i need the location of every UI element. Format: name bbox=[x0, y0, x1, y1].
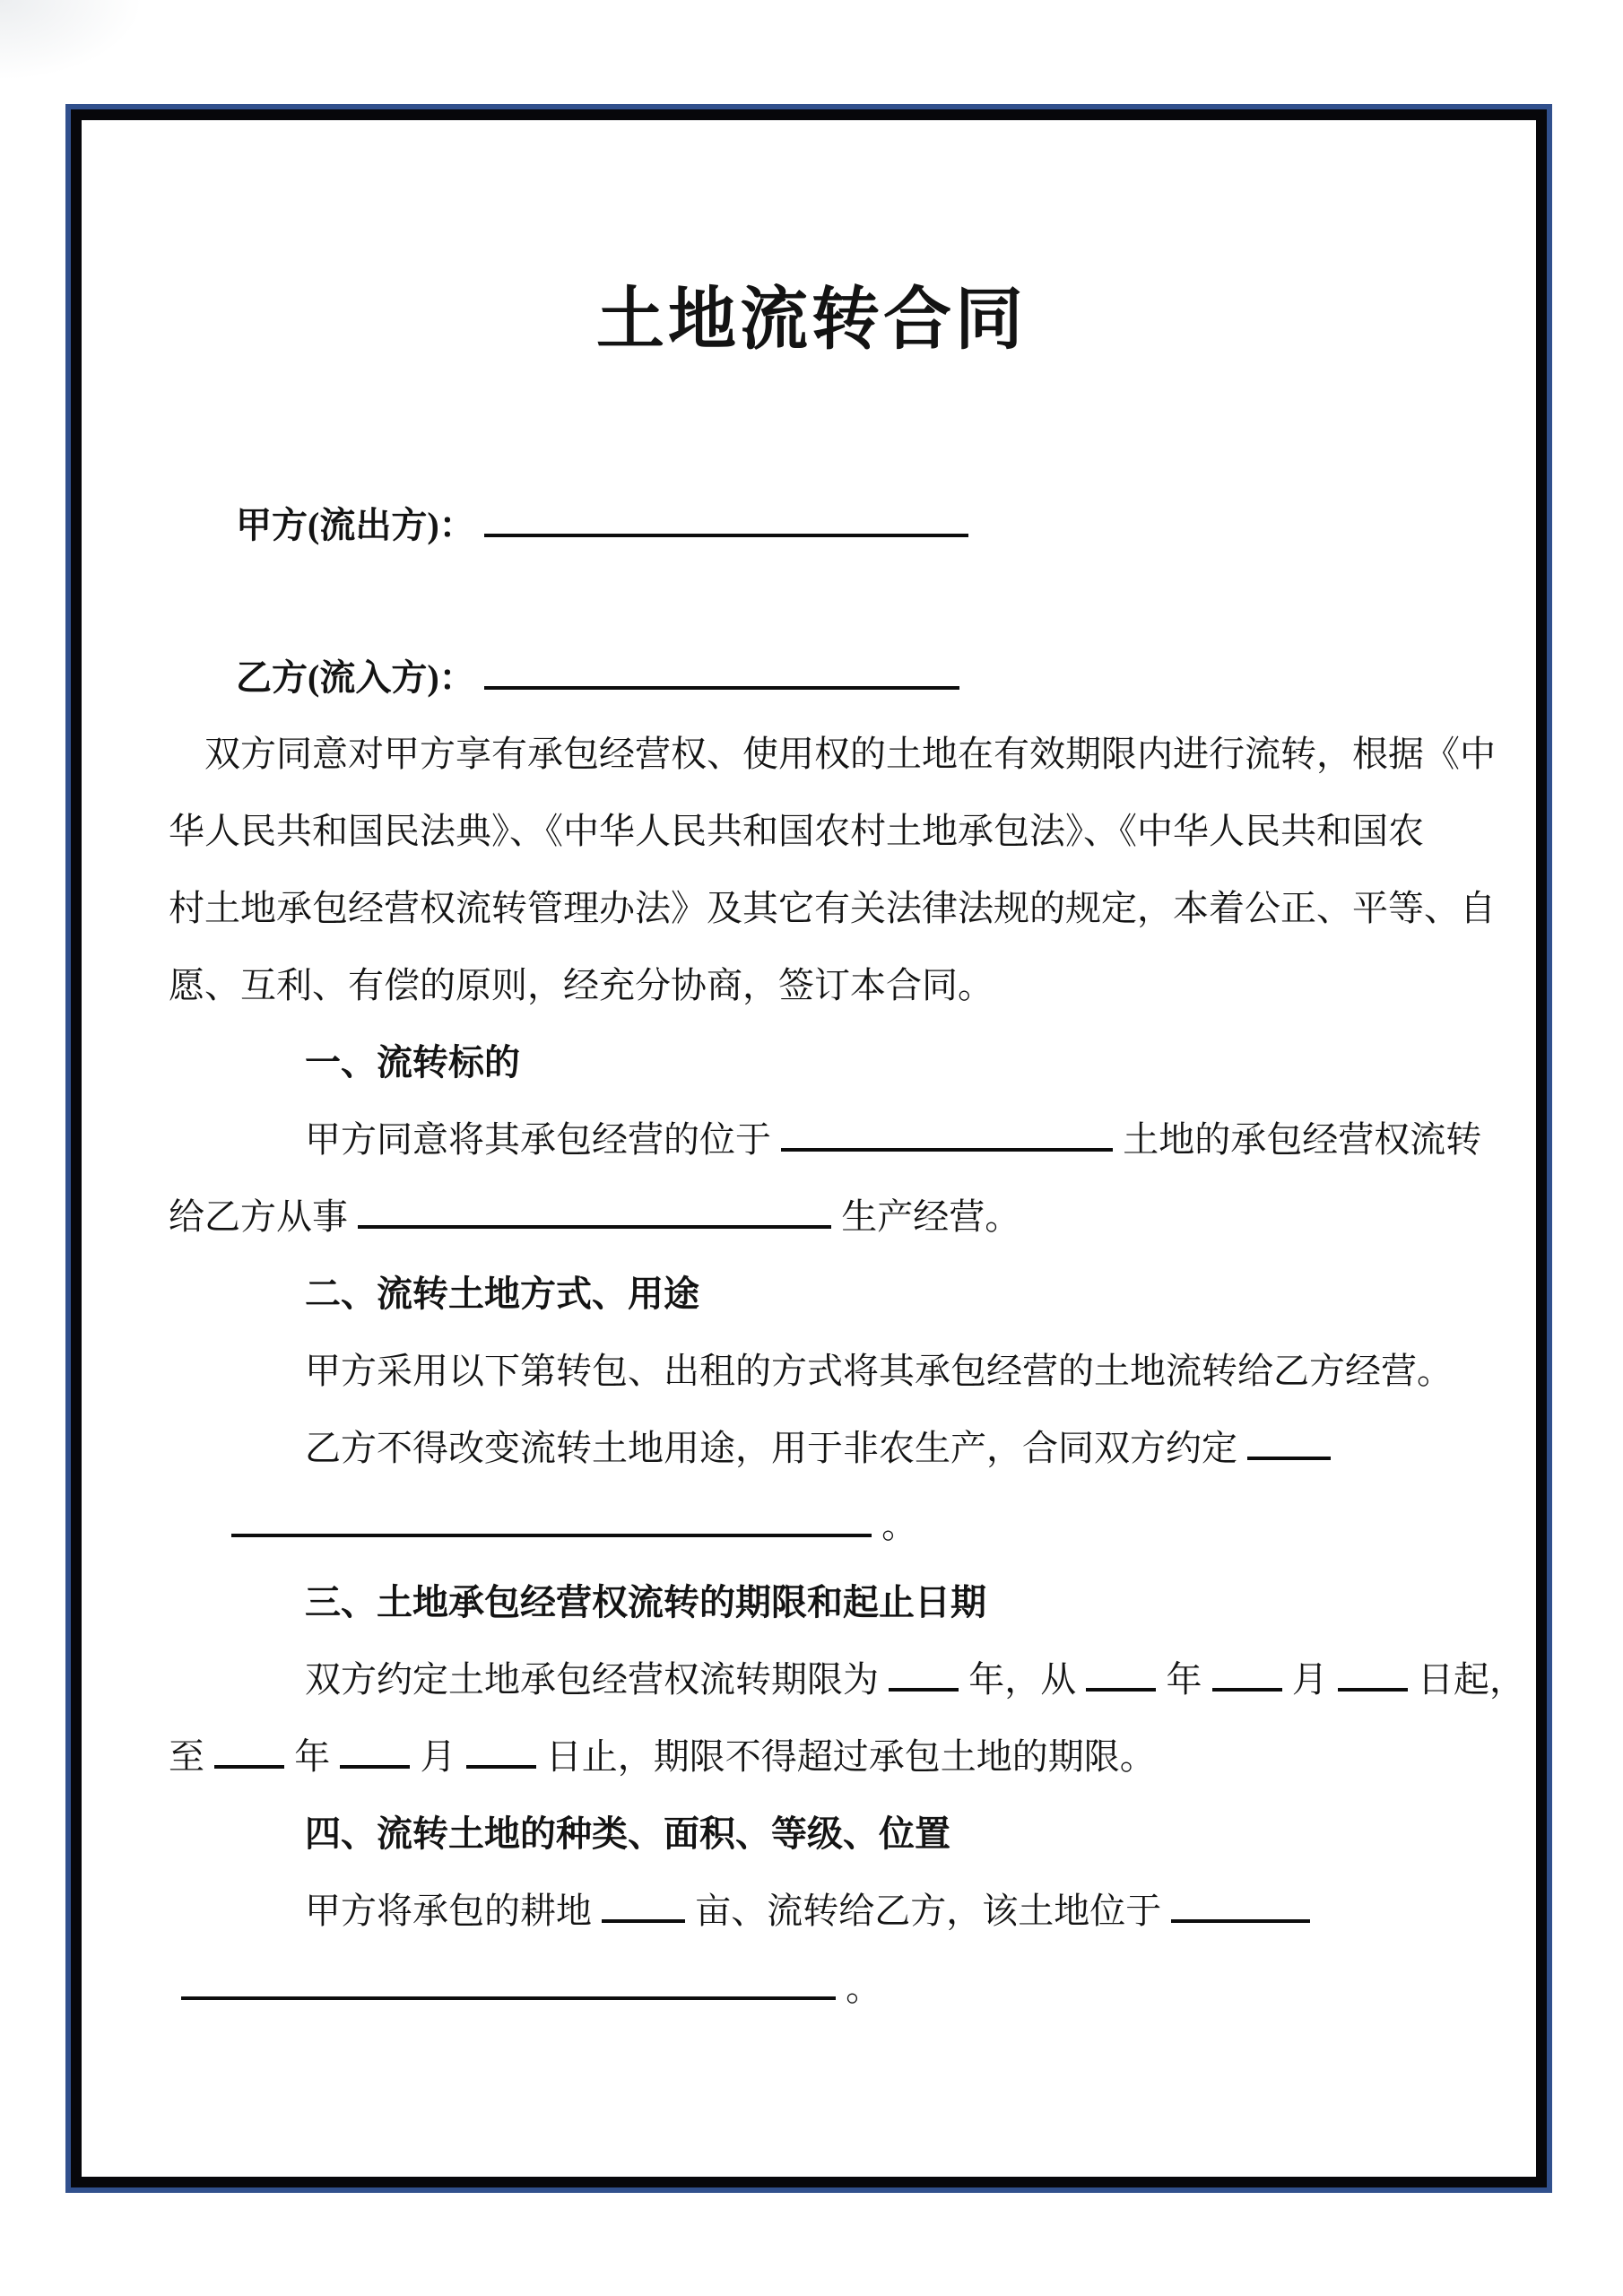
agreement-fill-line-continuation bbox=[231, 1534, 872, 1537]
section-3-line-1-seg5: 日起， bbox=[1418, 1660, 1525, 1700]
section-3-heading: 三、土地承包经营权流转的期限和起止日期 bbox=[305, 1583, 986, 1622]
start-year-fill-line bbox=[1086, 1688, 1156, 1692]
intro-line-4: 愿、互利、有偿的原则，经充分协商，签订本合同。 bbox=[169, 965, 994, 1005]
section-1-line-2 bbox=[169, 1194, 1020, 1240]
section-2-heading: 二、流转土地方式、用途 bbox=[305, 1274, 699, 1314]
location-fill-line-start bbox=[1171, 1919, 1310, 1923]
section-1-heading: 一、流转标的 bbox=[305, 1043, 520, 1083]
agreement-fill-line-start bbox=[1247, 1457, 1331, 1460]
term-years-fill-line bbox=[889, 1688, 959, 1692]
party-b-label: 乙方(流入方)： bbox=[236, 657, 475, 698]
intro-line-1: 双方同意对甲方享有承包经营权、使用权的土地在有效期限内进行流转，根据《中 bbox=[204, 734, 1496, 774]
section-1-line-1-text-after: 土地的承包经营权流转 bbox=[1123, 1120, 1482, 1160]
party-a-fill-line bbox=[484, 534, 968, 537]
section-3-line-2-seg1: 至 bbox=[169, 1737, 204, 1777]
section-4-line-1-seg1: 甲方将承包的耕地 bbox=[305, 1892, 592, 1931]
section-4-line-2-period: 。 bbox=[846, 1969, 882, 2008]
start-month-fill-line bbox=[1212, 1688, 1282, 1692]
land-location-fill-line bbox=[781, 1148, 1113, 1152]
intro-line-2: 华人民共和国民法典》、《中华人民共和国农村土地承包法》、《中华人民共和国农 bbox=[169, 811, 1424, 851]
section-3-line-1-seg3: 年 bbox=[1166, 1660, 1202, 1700]
section-1-line-2-text-before: 给乙方从事 bbox=[169, 1197, 348, 1237]
party-a-line bbox=[236, 502, 968, 549]
section-2-line-2-text: 乙方不得改变流转土地用途，用于非农生产，合同双方约定 bbox=[305, 1429, 1237, 1468]
section-1-line-1 bbox=[305, 1117, 1481, 1163]
end-day-fill-line bbox=[466, 1765, 536, 1769]
section-1-line-2-text-after: 生产经营。 bbox=[841, 1197, 1021, 1237]
section-2-line-3-period: 。 bbox=[881, 1506, 918, 1545]
contract-title: 土地流转合同 bbox=[596, 283, 1027, 358]
section-3-line-1-seg4: 月 bbox=[1291, 1660, 1328, 1700]
business-use-fill-line bbox=[358, 1225, 831, 1229]
party-b-fill-line bbox=[484, 686, 959, 690]
section-3-line-2-seg3: 月 bbox=[420, 1737, 456, 1777]
section-2-line-2 bbox=[305, 1425, 1331, 1472]
section-2-line-1: 甲方采用以下第转包、出租的方式将其承包经营的土地流转给乙方经营。 bbox=[305, 1352, 1453, 1391]
section-2-line-3 bbox=[231, 1502, 917, 1549]
start-day-fill-line bbox=[1338, 1688, 1408, 1692]
section-3-line-1-seg1: 双方约定土地承包经营权流转期限为 bbox=[305, 1660, 879, 1700]
section-4-line-2 bbox=[181, 1965, 881, 2012]
section-4-line-1 bbox=[305, 1888, 1310, 1935]
area-mu-fill-line bbox=[602, 1919, 685, 1923]
end-month-fill-line bbox=[340, 1765, 410, 1769]
location-fill-line-continuation bbox=[181, 1996, 836, 2000]
section-3-line-2-seg4: 日止，期限不得超过承包土地的期限。 bbox=[545, 1737, 1156, 1777]
section-4-heading: 四、流转土地的种类、面积、等级、位置 bbox=[305, 1814, 950, 1854]
end-year-fill-line bbox=[214, 1765, 284, 1769]
section-1-line-1-text-before: 甲方同意将其承包经营的位于 bbox=[305, 1120, 771, 1160]
section-3-line-1 bbox=[305, 1657, 1525, 1703]
party-b-line bbox=[236, 655, 959, 701]
section-3-line-1-seg2: 年，从 bbox=[968, 1660, 1077, 1700]
section-3-line-2-seg2: 年 bbox=[294, 1737, 331, 1777]
section-4-line-1-seg2: 亩、流转给乙方，该土地位于 bbox=[695, 1892, 1162, 1931]
intro-line-3: 村土地承包经营权流转管理办法》及其它有关法律法规的规定，本着公正、平等、自 bbox=[169, 888, 1496, 928]
section-3-line-2 bbox=[169, 1734, 1156, 1780]
party-a-label: 甲方(流出方)： bbox=[236, 505, 475, 545]
